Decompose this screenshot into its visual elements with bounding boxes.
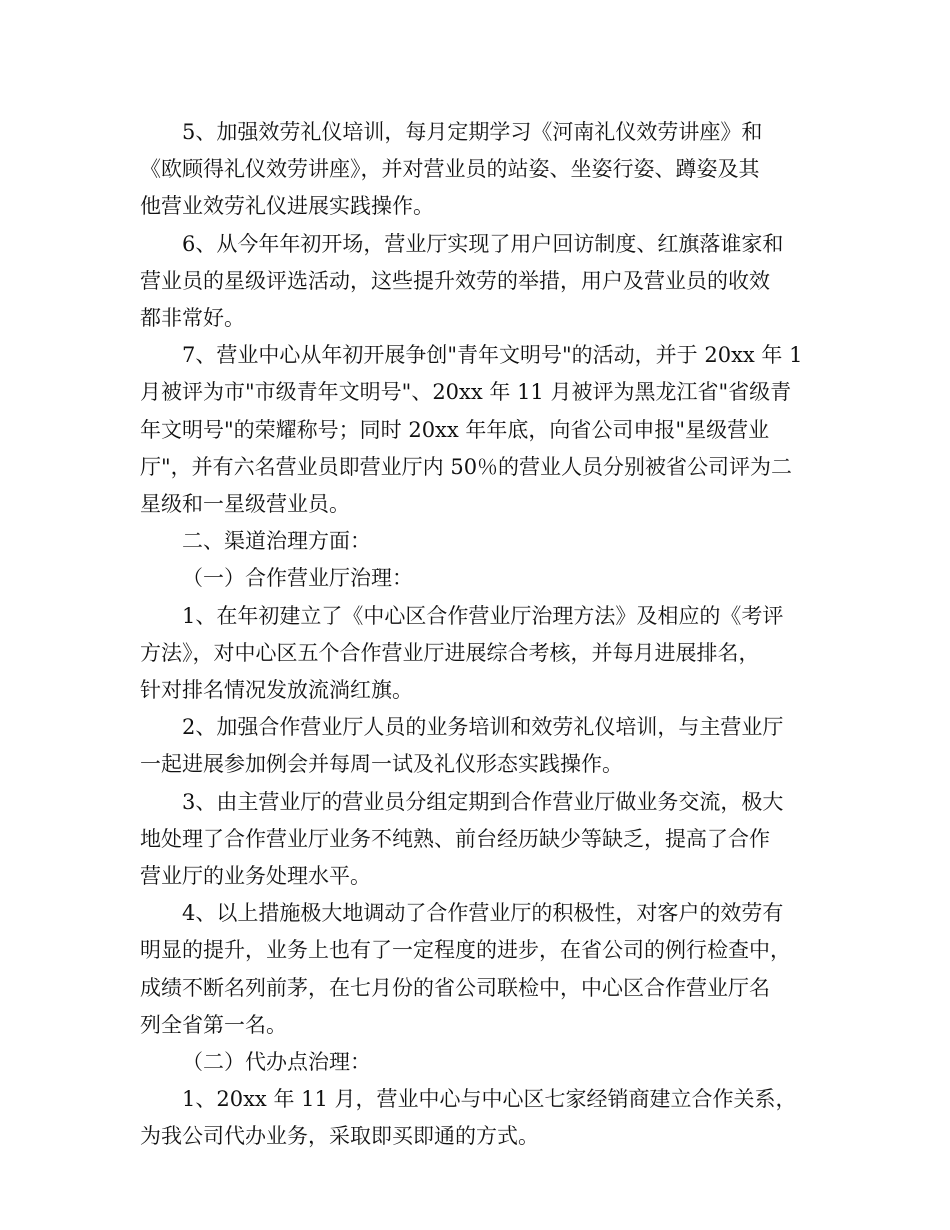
text-line: 地处理了合作营业厅业务不纯熟、前台经历缺少等缺乏，提高了合作: [140, 826, 770, 851]
paragraph-agent-1: [140, 1081, 820, 1155]
text-line: 一起进展参加例会并每周一试及礼仪形态实践操作。: [140, 752, 623, 777]
text-line: 月被评为市"市级青年文明号"、20xx 年 11 月被评为黑龙江省"省级青: [140, 380, 792, 405]
subsection-heading-agent-points: （二）代办点治理：: [182, 1050, 371, 1075]
section-heading-channel-management: 二、渠道治理方面：: [182, 529, 371, 554]
text-line: 7、营业中心从年初开展争创"青年文明号"的活动，并于 20xx 年 1: [182, 343, 803, 368]
text-line: 6、从今年年初开场，营业厅实现了用户回访制度、红旗落谁家和: [182, 231, 784, 256]
text-line: 营业厅的业务处理水平。: [140, 864, 371, 889]
paragraph-partner-3: [140, 784, 820, 896]
text-line: 2、加强合作营业厅人员的业务培训和效劳礼仪培训，与主营业厅: [182, 715, 784, 740]
text-line: 4、以上措施极大地调动了合作营业厅的积极性，对客户的效劳有: [182, 901, 784, 926]
document-body: [140, 114, 820, 1156]
text-line: 针对排名情况发放流淌红旗。: [140, 678, 413, 703]
paragraph-partner-2: [140, 709, 820, 783]
text-line: 厅"，并有六名营业员即营业厅内 50％的营业人员分别被省公司评为二: [140, 454, 793, 479]
text-line: 都非常好。: [140, 306, 245, 331]
subsection-heading-partner-halls: （一）合作营业厅治理：: [182, 566, 413, 591]
text-line: 明显的提升，业务上也有了一定程度的进步，在省公司的例行检查中，: [140, 938, 791, 963]
paragraph-item-6: [140, 226, 820, 338]
text-line: 3、由主营业厅的营业员分组定期到合作营业厅做业务交流，极大: [182, 789, 784, 814]
text-line: 《欧顾得礼仪效劳讲座》，并对营业员的站姿、坐姿行姿、蹲姿及其: [140, 157, 760, 182]
text-line: 列全省第一名。: [140, 1012, 287, 1037]
text-line: 年文明号"的荣耀称号；同时 20xx 年年底，向省公司申报"星级营业: [140, 417, 770, 442]
paragraph-item-7: [140, 337, 820, 523]
text-line: 星级和一星级营业员。: [140, 492, 350, 517]
text-line: 他营业效劳礼仪进展实践操作。: [140, 194, 434, 219]
text-line: 5、加强效劳礼仪培训，每月定期学习《河南礼仪效劳讲座》和: [182, 120, 763, 144]
text-line: 1、20xx 年 11 月，营业中心与中心区七家经销商建立合作关系，: [182, 1087, 797, 1112]
text-line: 营业员的星级评选活动，这些提升效劳的举措，用户及营业员的收效: [140, 268, 770, 293]
paragraph-item-5: [140, 114, 820, 226]
paragraph-partner-1: [140, 598, 820, 710]
text-line: 1、在年初建立了《中心区合作营业厅治理方法》及相应的《考评: [182, 603, 784, 628]
paragraph-partner-4: [140, 895, 820, 1044]
text-line: 为我公司代办业务，采取即买即通的方式。: [140, 1124, 539, 1149]
text-line: 方法》，对中心区五个合作营业厅进展综合考核，并每月进展排名，: [140, 640, 760, 665]
text-line: 成绩不断名列前茅，在七月份的省公司联检中，中心区合作营业厅名: [140, 975, 770, 1000]
